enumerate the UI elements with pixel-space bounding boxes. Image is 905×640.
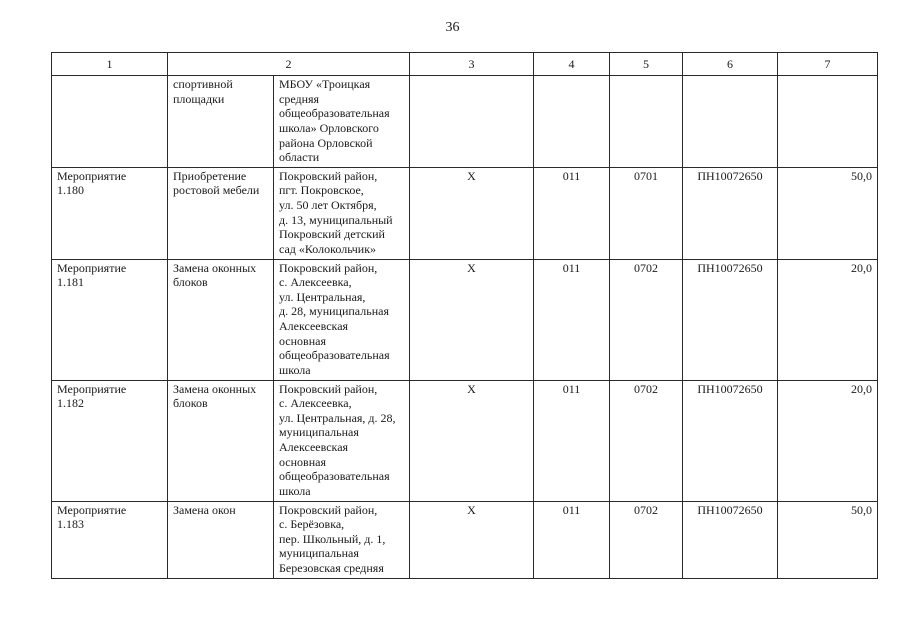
col5-cell: 0702 xyxy=(610,501,683,578)
measure-name-cell: Замена оконных блоков xyxy=(168,380,274,501)
col7-cell: 20,0 xyxy=(778,259,878,380)
column-header: 3 xyxy=(410,53,534,76)
col6-cell: ПН10072650 xyxy=(683,501,778,578)
table-row xyxy=(52,501,878,578)
col3-cell: Х xyxy=(410,501,534,578)
column-header: 7 xyxy=(778,53,878,76)
col3-cell xyxy=(410,76,534,168)
col4-cell: 011 xyxy=(534,167,610,259)
col6-cell: ПН10072650 xyxy=(683,259,778,380)
column-header: 1 xyxy=(52,53,168,76)
col4-cell: 011 xyxy=(534,259,610,380)
col4-cell: 011 xyxy=(534,380,610,501)
measure-cell: Мероприятие 1.182 xyxy=(52,380,168,501)
column-header: 4 xyxy=(534,53,610,76)
col7-cell: 50,0 xyxy=(778,501,878,578)
col4-cell xyxy=(534,76,610,168)
col5-cell xyxy=(610,76,683,168)
address-cell: Покровский район, с. Алексеевка, ул. Центральная, д. 28, муниципальная Алексеевская основная общеобразовательная школа xyxy=(274,380,410,501)
col5-cell: 0702 xyxy=(610,259,683,380)
measure-cell xyxy=(52,76,168,168)
address-cell: Покровский район, пгт. Покровское, ул. 50 лет Октября, д. 13, муниципальный Покровский детский сад «Колокольчик» xyxy=(274,167,410,259)
measure-name-cell: Приобретение ростовой мебели xyxy=(168,167,274,259)
col7-cell: 50,0 xyxy=(778,167,878,259)
measure-name-cell: Замена окон xyxy=(168,501,274,578)
col5-cell: 0701 xyxy=(610,167,683,259)
col6-cell: ПН10072650 xyxy=(683,380,778,501)
col4-cell: 011 xyxy=(534,501,610,578)
address-cell: Покровский район, с. Берёзовка, пер. Школьный, д. 1, муниципальная Березовская средняя xyxy=(274,501,410,578)
col7-cell xyxy=(778,76,878,168)
measure-cell: Мероприятие 1.183 xyxy=(52,501,168,578)
measure-cell: Мероприятие 1.180 xyxy=(52,167,168,259)
column-header: 6 xyxy=(683,53,778,76)
table-row xyxy=(52,167,878,259)
table-row xyxy=(52,259,878,380)
col7-cell: 20,0 xyxy=(778,380,878,501)
col3-cell: Х xyxy=(410,259,534,380)
table-row xyxy=(52,380,878,501)
budget-measures-table xyxy=(51,52,878,579)
col5-cell: 0702 xyxy=(610,380,683,501)
col6-cell xyxy=(683,76,778,168)
header-row xyxy=(52,53,878,76)
col6-cell: ПН10072650 xyxy=(683,167,778,259)
address-cell: Покровский район, с. Алексеевка, ул. Центральная, д. 28, муниципальная Алексеевская основная общеобразовательная школа xyxy=(274,259,410,380)
col3-cell: Х xyxy=(410,380,534,501)
measure-name-cell: Замена оконных блоков xyxy=(168,259,274,380)
table-row xyxy=(52,76,878,168)
page-number: 36 xyxy=(445,20,460,35)
column-header: 5 xyxy=(610,53,683,76)
column-header: 2 xyxy=(168,53,410,76)
address-cell: МБОУ «Троицкая средняя общеобразовательная школа» Орловского района Орловской области xyxy=(274,76,410,168)
measure-cell: Мероприятие 1.181 xyxy=(52,259,168,380)
col3-cell: Х xyxy=(410,167,534,259)
measure-name-cell: спортивной площадки xyxy=(168,76,274,168)
